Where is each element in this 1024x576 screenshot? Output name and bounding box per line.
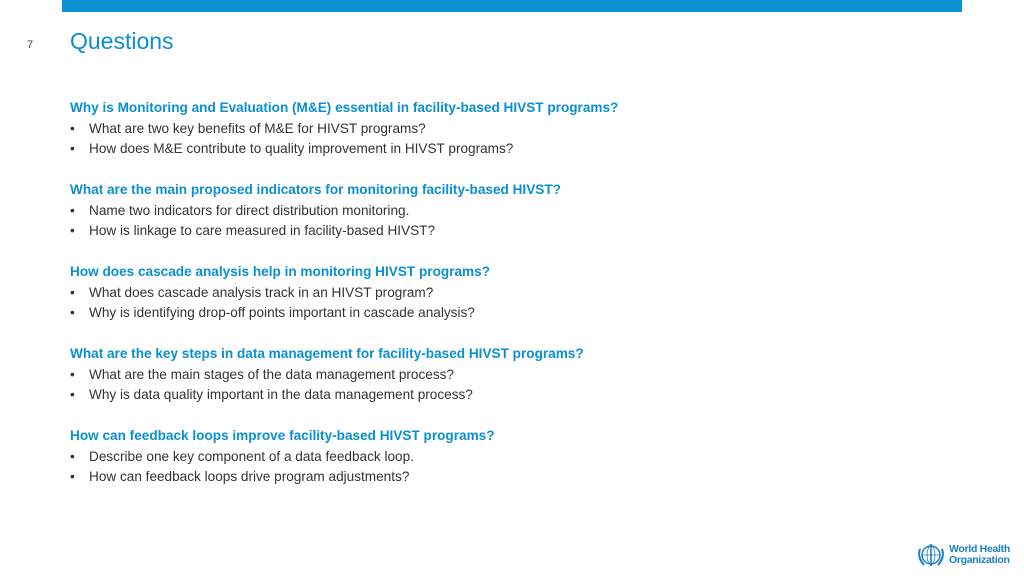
question-section bbox=[70, 98, 950, 160]
questions-list bbox=[70, 98, 950, 508]
bullet-text: How is linkage to care measured in facility-based HIVST? bbox=[89, 223, 436, 238]
bullet-item bbox=[70, 447, 950, 468]
bullet-icon: • bbox=[70, 387, 75, 402]
slide-number: 7 bbox=[27, 39, 34, 51]
bullet-icon: • bbox=[70, 120, 75, 136]
slide-title: Questions bbox=[70, 28, 174, 54]
bullet-icon: • bbox=[70, 223, 75, 238]
who-logo bbox=[916, 541, 1010, 569]
bullet-text: Describe one key component of a data feedback loop. bbox=[89, 448, 414, 464]
bullet-item bbox=[70, 467, 950, 488]
question-heading: What are the key steps in data management for facility-based HIVST programs? bbox=[70, 346, 584, 361]
bullet-text: Why is data quality important in the data management process? bbox=[89, 387, 473, 402]
bullet-text: How does M&E contribute to quality improvement in HIVST programs? bbox=[89, 141, 514, 156]
question-section bbox=[70, 426, 950, 488]
top-accent-bar bbox=[62, 0, 962, 12]
question-heading: How does cascade analysis help in monitoring HIVST programs? bbox=[70, 264, 490, 279]
logo-line-2: Organization bbox=[949, 554, 1010, 566]
who-logo-text bbox=[949, 544, 1010, 566]
bullet-text: Name two indicators for direct distribution monitoring. bbox=[89, 202, 410, 218]
bullet-icon: • bbox=[70, 469, 75, 484]
logo-line-1: World Health bbox=[949, 543, 1010, 555]
bullet-text: Why is identifying drop-off points important in cascade analysis? bbox=[89, 305, 475, 320]
bullet-text: What are the main stages of the data management process? bbox=[89, 366, 454, 382]
bullet-item bbox=[70, 283, 950, 304]
bullet-icon: • bbox=[70, 366, 75, 382]
bullet-item bbox=[70, 139, 950, 160]
question-heading: How can feedback loops improve facility-based HIVST programs? bbox=[70, 428, 495, 443]
bullet-text: How can feedback loops drive program adjustments? bbox=[89, 469, 410, 484]
bullet-text: What does cascade analysis track in an HIVST program? bbox=[89, 284, 434, 300]
bullet-icon: • bbox=[70, 448, 75, 464]
question-heading: What are the main proposed indicators for monitoring facility-based HIVST? bbox=[70, 182, 561, 197]
bullet-item bbox=[70, 221, 950, 242]
bullet-item bbox=[70, 201, 950, 222]
bullet-icon: • bbox=[70, 305, 75, 320]
who-emblem-icon bbox=[916, 541, 946, 569]
question-section bbox=[70, 262, 950, 324]
bullet-item bbox=[70, 365, 950, 386]
question-section bbox=[70, 344, 950, 406]
bullet-item bbox=[70, 303, 950, 324]
bullet-icon: • bbox=[70, 141, 75, 156]
bullet-item bbox=[70, 385, 950, 406]
bullet-icon: • bbox=[70, 202, 75, 218]
bullet-text: What are two key benefits of M&E for HIVST programs? bbox=[89, 120, 426, 136]
question-section bbox=[70, 180, 950, 242]
question-heading: Why is Monitoring and Evaluation (M&E) essential in facility-based HIVST programs? bbox=[70, 100, 619, 115]
bullet-item bbox=[70, 119, 950, 140]
bullet-icon: • bbox=[70, 284, 75, 300]
